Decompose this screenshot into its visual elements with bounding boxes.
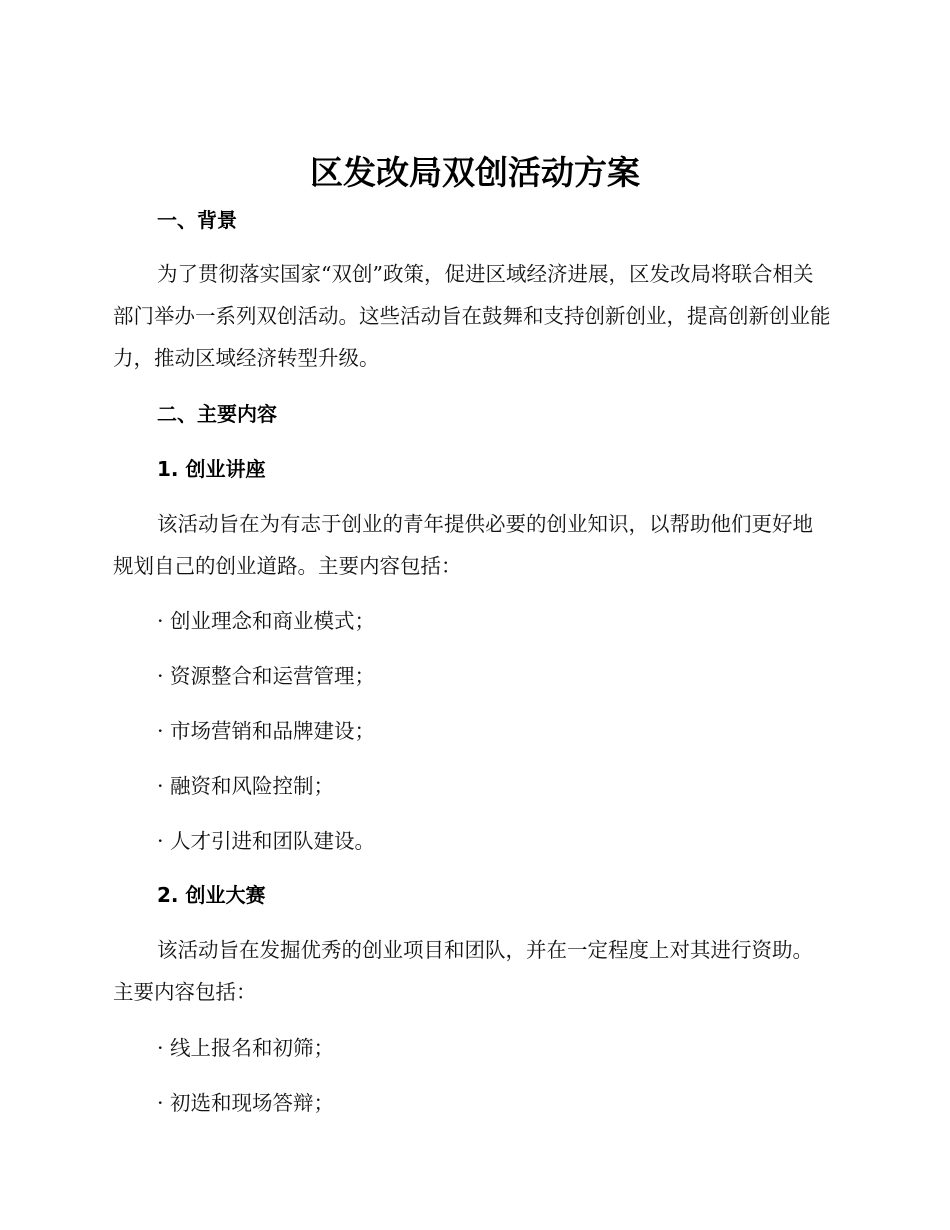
section-heading-main-content: 二、主要内容 — [157, 402, 277, 426]
document-title: 区发改局双创活动方案 — [310, 153, 640, 192]
subsection-heading-lecture: 1. 创业讲座 — [157, 457, 266, 481]
list-item: · 创业理念和商业模式； — [157, 609, 376, 633]
list-item: · 资源整合和运营管理； — [157, 664, 376, 688]
background-paragraph: 为了贯彻落实国家“双创”政策，促进区域经济进展，区发改局将联合相关部门举办一系列双创活动。这些活动旨在鼓舞和支持创新创业，提高创新创业能力，推动区域经济转型升级。 — [113, 262, 831, 370]
list-item: · 初选和现场答辩； — [157, 1091, 335, 1115]
list-item: · 线上报名和初筛； — [157, 1036, 335, 1060]
list-item: · 融资和风险控制； — [157, 774, 335, 798]
subsection-heading-competition: 2. 创业大赛 — [157, 883, 266, 907]
list-item: · 人才引进和团队建设。 — [157, 829, 376, 853]
list-item: · 市场营销和品牌建设； — [157, 719, 376, 743]
lecture-paragraph: 该活动旨在为有志于创业的青年提供必要的创业知识，以帮助他们更好地规划自己的创业道路。主要内容包括： — [113, 512, 813, 578]
competition-paragraph: 该活动旨在发掘优秀的创业项目和团队，并在一定程度上对其进行资助。主要内容包括： — [113, 938, 813, 1004]
section-heading-background: 一、背景 — [157, 208, 237, 232]
